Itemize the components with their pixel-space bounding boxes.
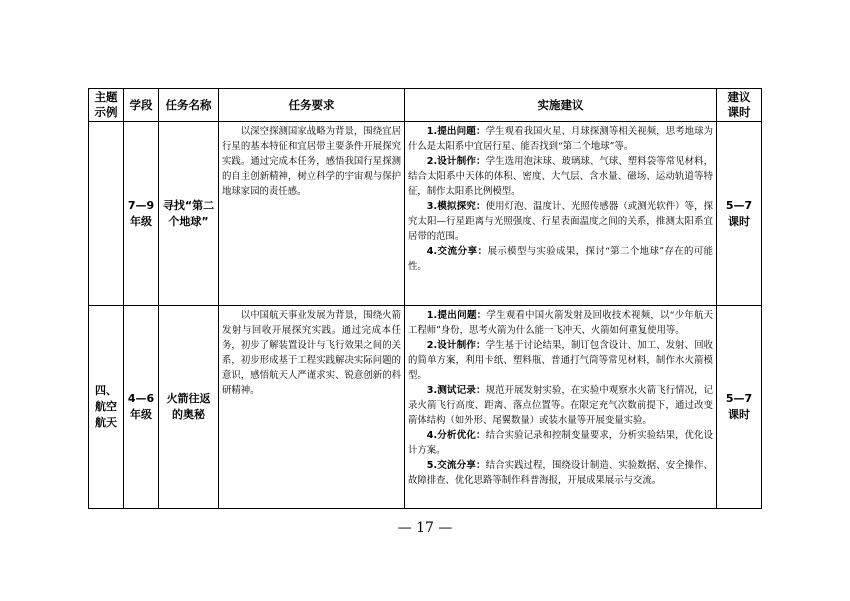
- step-label: 1.提出问题：: [426, 310, 487, 321]
- header-hours: 建议 课时: [717, 89, 762, 122]
- hours-cell: 5—7 课时: [717, 122, 762, 306]
- step-text: 结合实验记录和控制变量要求，分析实验结果，优化设计方案。: [408, 430, 713, 456]
- step-text: 学生观看中国火箭发射及回收技术视频，以“少年航天工程师”身份，思考火箭为什么能一飞冲天、火箭如何重复使用等。: [408, 310, 713, 336]
- header-task-requirement: 任务要求: [219, 89, 405, 122]
- step-text: 学生选用泡沫球、玻璃球、气球、塑料袋等常见材料，结合太阳系中天体的体积、密度、大气层、含水量、磁场、运动轨道等特征，制作太阳系比例模型。: [408, 156, 713, 197]
- table-row: [89, 306, 762, 509]
- suggestion-step: [408, 154, 713, 199]
- header-suggestion: 实施建议: [405, 89, 717, 122]
- task-name-cell: 火箭往返 的奥秘: [159, 306, 219, 509]
- grade-cell: 4—6 年级: [124, 306, 159, 509]
- header-theme: 主题 示例: [89, 89, 124, 122]
- task-requirement-cell: [219, 122, 405, 306]
- suggestion-step: [408, 308, 713, 338]
- requirement-text: 以深空探测国家战略为背景，围绕宜居行星的基本特征和宜居带主要条件开展探究实践。通过完成本任务，感悟我国行星探测的自主创新精神，树立科学的宇宙观与保护地球家园的责任感。: [222, 126, 401, 197]
- page-number: — 17 —: [397, 520, 453, 536]
- step-text: 学生基于讨论结果，制订包含设计、加工、发射、回收的简单方案，利用卡纸、塑料瓶、普通打气筒等常见材料，制作水火箭模型。: [408, 340, 713, 381]
- suggestion-step: [408, 428, 713, 458]
- header-task-name: 任务名称: [159, 89, 219, 122]
- suggestion-step: [408, 338, 713, 383]
- requirement-text: 以中国航天事业发展为背景，围绕火箭发射与回收开展探究实践。通过完成本任务，初步了解装置设计与飞行效果之间的关系，初步形成基于工程实践解决实际问题的意识，感悟航天人严谨求实、锐意创新的科研精神。: [222, 310, 401, 396]
- step-label: 2.设计制作：: [426, 156, 486, 167]
- suggestion-cell: [405, 122, 717, 306]
- task-requirement-cell: [219, 306, 405, 509]
- table-row: [89, 122, 762, 306]
- step-label: 3.测试记录：: [426, 385, 486, 396]
- step-label: 3.模拟探究：: [426, 201, 486, 212]
- step-label: 2.设计制作：: [426, 340, 486, 351]
- header-grade: 学段: [124, 89, 159, 122]
- step-text: 展示模型与实验成果，探讨“第二个地球”存在的可能性。: [408, 246, 713, 272]
- step-text: 结合实践过程，围绕设计制造、实验数据、安全操作、故障排查、优化思路等制作科普海报，开展成果展示与交流。: [408, 460, 713, 486]
- step-label: 4.交流分享：: [426, 246, 488, 257]
- step-text: 学生观看我国火星、月球探测等相关视频，思考地球为什么是太阳系中宜居行星、能否找到“第二个地球”等。: [408, 126, 713, 152]
- step-text: 使用灯泡、温度计、光照传感器（或测光软件）等，探究太阳—行星距离与光照强度、行星表面温度之间的关系，推测太阳系宜居带的范围。: [408, 201, 713, 242]
- step-label: 5.交流分享：: [426, 460, 486, 471]
- suggestion-step: [408, 244, 713, 274]
- grade-cell: 7—9 年级: [124, 122, 159, 306]
- suggestion-cell: [405, 306, 717, 509]
- suggestion-step: [408, 124, 713, 154]
- header-row: [89, 89, 762, 122]
- curriculum-table: [88, 88, 762, 509]
- hours-cell: 5—7 课时: [717, 306, 762, 509]
- suggestion-step: [408, 458, 713, 488]
- step-text: 规范开展发射实验，在实验中观察水火箭飞行情况，记录火箭飞行高度、距离、落点位置等。在限定充气次数前提下，通过改变箭体结构（如外形、尾翼数量）或装水量等开展变量实验。: [408, 385, 713, 426]
- suggestion-step: [408, 383, 713, 428]
- theme-cell: [89, 122, 124, 306]
- step-label: 1.提出问题：: [426, 126, 486, 137]
- step-label: 4.分析优化：: [426, 430, 486, 441]
- task-name-cell: 寻找“第二 个地球”: [159, 122, 219, 306]
- suggestion-step: [408, 199, 713, 244]
- theme-cell: 四、 航空 航天: [89, 306, 124, 509]
